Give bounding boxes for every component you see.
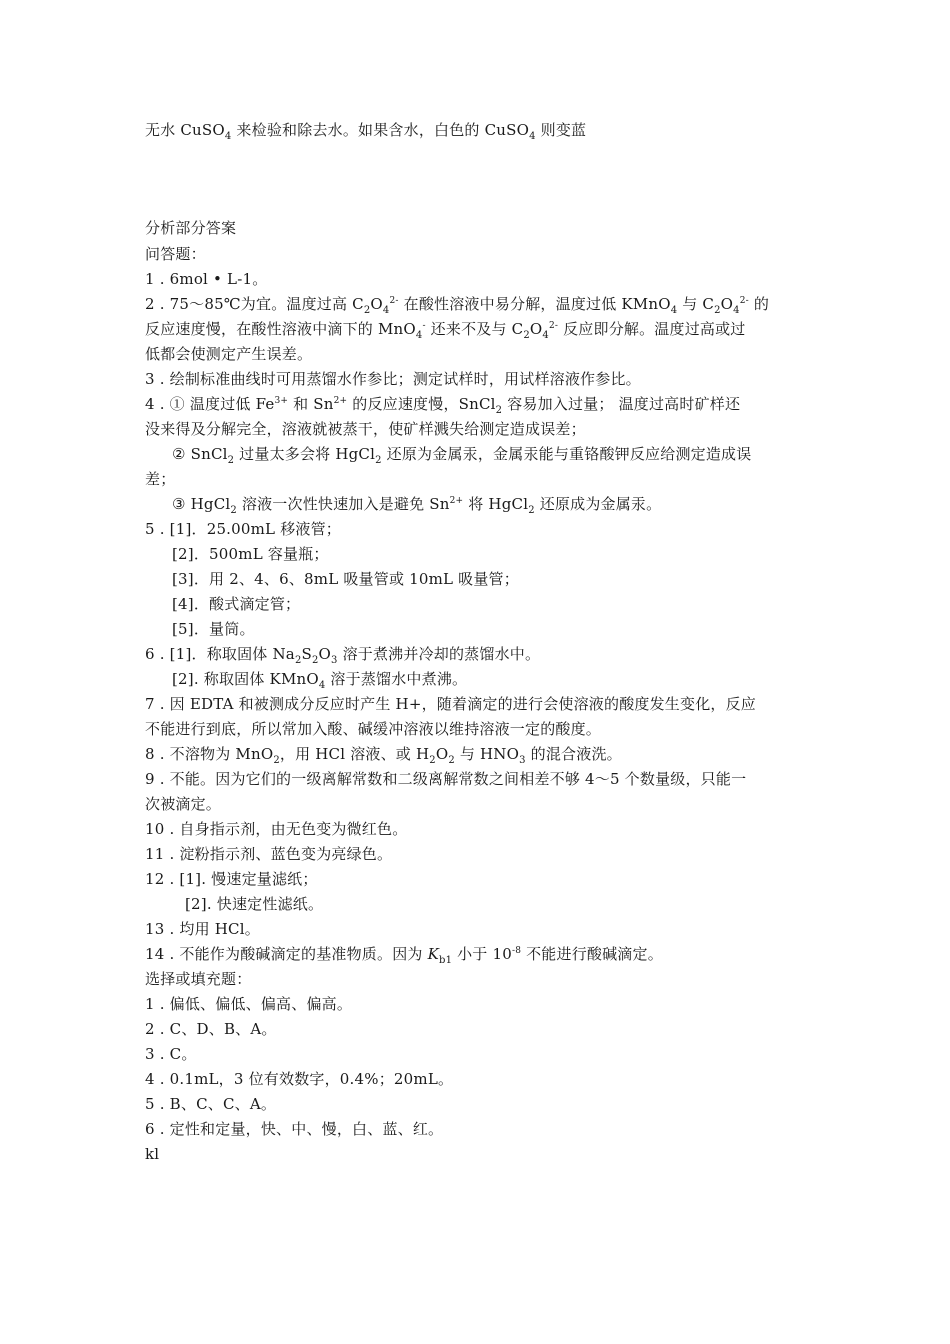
answer-6-line-1 xyxy=(145,644,540,664)
text: 小于 10 xyxy=(452,945,512,963)
text: 和 Sn xyxy=(288,395,334,413)
text: 14 . 不能作为酸碱滴定的基准物质。因为 xyxy=(145,945,428,963)
answer-4-line-3 xyxy=(172,444,751,464)
answer-3: 3 . 绘制标准曲线时可用蒸馏水作参比；测定试样时，用试样溶液作参比。 xyxy=(145,370,641,388)
answer-4-line-2: 没来得及分解完全，溶液就被蒸干，使矿样溅失给测定造成误差； xyxy=(145,420,586,438)
answer-10: 10 . 自身指示剂，由无色变为微红色。 xyxy=(145,820,408,838)
intro-text-b: 来检验和除去水。如果含水，白色的 CuSO xyxy=(231,121,530,139)
subscript: b1 xyxy=(438,955,453,966)
text: 还来不及与 C xyxy=(425,320,524,338)
intro-line xyxy=(145,120,586,140)
subscript: 4 xyxy=(415,330,423,341)
answer-5-line-1: 5 . [1]．25.00mL 移液管； xyxy=(145,520,341,538)
text: 溶液一次性快速加入是避免 Sn xyxy=(236,495,450,513)
answer-2-line-3: 低都会使测定产生误差。 xyxy=(145,345,313,363)
text: 与 C xyxy=(677,295,715,313)
answer-5-line-2: [2]．500mL 容量瓶； xyxy=(172,545,329,563)
subscript: 2 xyxy=(230,505,237,516)
answer-4-line-4: 差； xyxy=(145,470,176,488)
text: O xyxy=(720,295,734,313)
superscript: -8 xyxy=(511,946,522,956)
text-italic: K xyxy=(427,945,439,963)
intro-text-c: 则变蓝 xyxy=(535,121,587,139)
choice-heading: 选择或填充题： xyxy=(145,970,252,988)
subscript: 2 xyxy=(363,305,371,316)
subscript: 2 xyxy=(311,655,319,666)
answer-1: 1 . 6mol • L-1。 xyxy=(145,270,268,288)
text: 的混合液洗。 xyxy=(525,745,622,763)
choice-answer-1: 1 . 偏低、偏低、偏高、偏高。 xyxy=(145,995,353,1013)
text: O xyxy=(370,295,383,313)
text: [2]. 称取固体 KMnO xyxy=(172,670,319,688)
subscript: 4 xyxy=(318,680,326,691)
subscript: 4 xyxy=(670,305,678,316)
subscript: 2 xyxy=(273,755,280,766)
answer-2-line-1 xyxy=(145,294,807,314)
text: 过量太多会将 HgCl xyxy=(234,445,376,463)
subscript: 4 xyxy=(733,305,740,316)
choice-answer-2: 2 . C、D、B、A。 xyxy=(145,1020,277,1038)
text: 将 HgCl xyxy=(463,495,529,513)
text: 容易加入过量； 温度过高时矿样还 xyxy=(502,395,741,413)
text: 反应即分解。温度过高或过 xyxy=(558,320,746,338)
text: 不能进行酸碱滴定。 xyxy=(521,945,663,963)
footer-text: kl xyxy=(145,1145,160,1163)
superscript: 2- xyxy=(739,296,749,306)
text: 溶于蒸馏水中煮沸。 xyxy=(325,670,468,688)
answer-7-line-2: 不能进行到底，所以常加入酸、碱缓冲溶液以维持溶液一定的酸度。 xyxy=(145,720,602,738)
text: 的 xyxy=(748,295,770,313)
superscript: 2- xyxy=(389,296,399,306)
answer-13: 13 . 均用 HCl。 xyxy=(145,920,260,938)
intro-text-a: 无水 CuSO xyxy=(145,121,225,139)
text: 在酸性溶液中易分解，温度过低 KMnO xyxy=(398,295,671,313)
answer-4-line-5 xyxy=(172,494,661,514)
answer-5-line-5: [5]．量筒。 xyxy=(172,620,255,638)
subscript: 4 xyxy=(542,330,549,341)
answer-12-line-1: 12 . [1]. 慢速定量滤纸； xyxy=(145,870,318,888)
text: 反应速度慢，在酸性溶液中滴下的 MnO xyxy=(145,320,416,338)
subscript: 4 xyxy=(224,131,232,142)
text: ② SnCl xyxy=(172,445,228,463)
subscript: 2 xyxy=(294,655,302,666)
choice-answer-5: 5 . B、C、C、A。 xyxy=(145,1095,277,1113)
subscript: 2 xyxy=(714,305,721,316)
text: O xyxy=(529,320,543,338)
text: ③ HgCl xyxy=(172,495,231,513)
answer-5-line-4: [4]．酸式滴定管； xyxy=(172,595,301,613)
subscript: 2 xyxy=(227,455,235,466)
answer-14 xyxy=(145,944,663,964)
text: 6 . [1]．称取固体 Na xyxy=(145,645,295,663)
text: S xyxy=(301,645,312,663)
subscript: 2 xyxy=(495,405,503,416)
subscript: 4 xyxy=(529,131,536,142)
superscript: 2- xyxy=(548,321,559,331)
answer-6-line-2 xyxy=(172,669,467,689)
text: O xyxy=(435,745,449,763)
subscript: 2 xyxy=(429,755,436,766)
superscript: - xyxy=(422,321,426,331)
text: 2 . 75～85℃为宜。温度过高 C xyxy=(145,295,364,313)
text: 还原成为金属汞。 xyxy=(534,495,662,513)
text: 还原为金属汞，金属汞能与重铬酸钾反应给测定造成误 xyxy=(381,445,752,463)
subscript: 4 xyxy=(382,305,390,316)
text: 4 . ① 温度过低 Fe xyxy=(145,395,275,413)
answer-8 xyxy=(145,744,622,764)
answer-5-line-3: [3]．用 2、4、6、8mL 吸量管或 10mL 吸量管； xyxy=(172,570,519,588)
answer-4-line-1 xyxy=(145,394,740,414)
subscript: 2 xyxy=(528,505,535,516)
answer-7-line-1: 7 . 因 EDTA 和被测成分反应时产生 H+，随着滴定的进行会使溶液的酸度发生变化，反应 xyxy=(145,695,756,713)
answer-11: 11 . 淀粉指示剂、蓝色变为亮绿色。 xyxy=(145,845,393,863)
text: 与 HNO xyxy=(454,745,520,763)
superscript: 3+ xyxy=(274,396,289,406)
text: O xyxy=(318,645,332,663)
superscript: 2+ xyxy=(333,396,348,406)
text: 8 . 不溶物为 MnO xyxy=(145,745,274,763)
answer-12-line-2: [2]. 快速定性滤纸。 xyxy=(185,895,324,913)
subscript: 2 xyxy=(523,330,530,341)
choice-answer-4: 4 . 0.1mL，3 位有效数字，0.4%；20mL。 xyxy=(145,1070,454,1088)
subscript: 2 xyxy=(375,455,382,466)
choice-answer-3: 3 . C。 xyxy=(145,1045,197,1063)
qa-heading: 问答题： xyxy=(145,245,206,263)
subscript: 3 xyxy=(519,755,526,766)
text: 溶于煮沸并冷却的蒸馏水中。 xyxy=(337,645,541,663)
subscript: 2 xyxy=(448,755,455,766)
answer-9-line-1: 9 . 不能。因为它们的一级离解常数和二级离解常数之间相差不够 4～5 个数量级，只能一 xyxy=(145,770,747,788)
answer-9-line-2: 次被滴定。 xyxy=(145,795,222,813)
answer-2-line-2 xyxy=(145,319,746,339)
choice-answer-6: 6 . 定性和定量，快、中、慢，白、蓝、红。 xyxy=(145,1120,444,1138)
section-title: 分析部分答案 xyxy=(145,219,237,237)
text: ，用 HCl 溶液、或 H xyxy=(279,745,430,763)
subscript: 3 xyxy=(331,655,338,666)
superscript: 2+ xyxy=(449,496,464,506)
text: 的反应速度慢，SnCl xyxy=(347,395,496,413)
